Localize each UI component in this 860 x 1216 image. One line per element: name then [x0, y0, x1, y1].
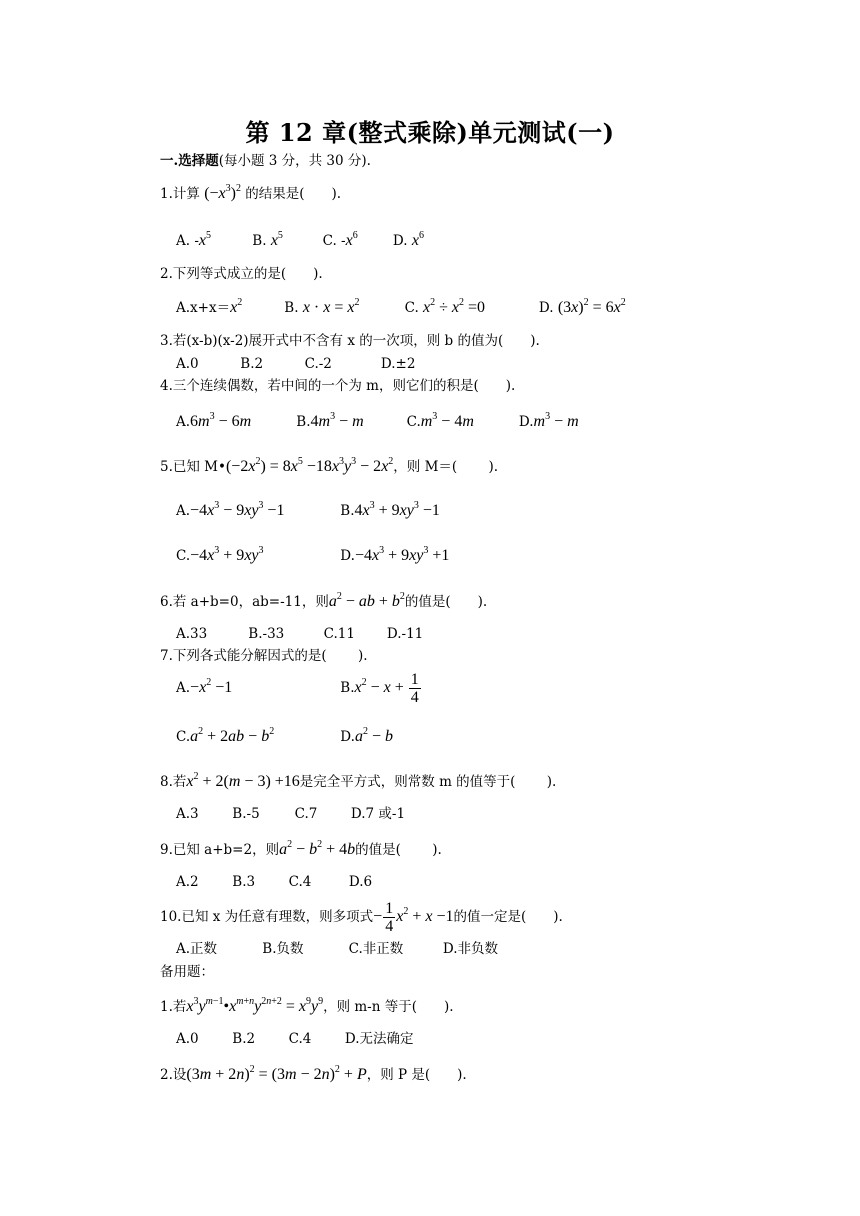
- question-4: 4.三个连续偶数，若中间的一个为 m，则它们的积是( ).: [160, 378, 516, 394]
- option-a: $A.-x^2 -1$: [176, 677, 233, 696]
- option-c: C.非正数: [348, 941, 404, 957]
- option-a: $A.-4x^3 - 9xy^3 -1$: [176, 500, 285, 519]
- option-c: C.-2: [304, 356, 332, 372]
- question-7-options-cd: [176, 727, 393, 746]
- option-b: B.-33: [248, 626, 285, 642]
- option-c: C.7: [294, 806, 318, 822]
- section-note: (每小题 3 分，共 30 分).: [218, 153, 371, 169]
- question-8: [160, 772, 556, 791]
- question-1: [160, 184, 341, 203]
- question-6-suffix: 的值是( ).: [404, 594, 488, 610]
- option-b: B. $x^5$: [252, 230, 283, 249]
- question-5: [160, 457, 498, 476]
- section-header: [160, 153, 371, 169]
- backup-question-2-prefix: 2.设: [160, 1067, 187, 1083]
- option-d: $D.-4x^3 + 9xy^3 +1$: [340, 545, 450, 564]
- question-2-options: [176, 298, 626, 317]
- option-d: $D.a^2 - b$: [340, 726, 393, 745]
- option-a: A.33: [176, 626, 208, 642]
- option-b: $B.4m^3 - m$: [296, 411, 364, 430]
- backup-question-1-expression: $x^3y^{m-1}•x^{m+n}y^{2n+2} = x^9y^9$: [186, 996, 324, 1015]
- backup-question-2: [160, 1065, 467, 1084]
- question-10-options: [176, 941, 498, 957]
- question-1-prefix: 1.计算: [160, 186, 200, 202]
- question-9-suffix: 的值是( ).: [355, 842, 442, 858]
- option-d: D.无法确定: [344, 1031, 414, 1047]
- backup-question-1-prefix: 1.若: [160, 999, 187, 1015]
- option-c: C. $-x^6$: [322, 230, 358, 249]
- option-c: C.4: [288, 1031, 312, 1047]
- option-d: D. $(3x)^2 = 6x^2$: [538, 297, 626, 316]
- question-5-options-ab: [176, 501, 440, 520]
- question-5-prefix: 5.已知 M•: [160, 459, 226, 475]
- question-5-expression: $(-2x^2) = 8x^5 -18x^3y^3 - 2x^2$: [225, 456, 394, 475]
- option-c: $C.a^2 + 2ab - b^2$: [176, 726, 275, 745]
- option-b: $B.4x^3 + 9xy^3 -1$: [340, 500, 440, 519]
- option-a: $A.x+x=x^2$: [176, 297, 243, 316]
- option-d: $D.m^3 - m$: [518, 411, 579, 430]
- option-d: D. $x^6$: [392, 230, 424, 249]
- question-7: 7.下列各式能分解因式的是( ).: [160, 648, 368, 664]
- question-8-options: [176, 806, 405, 822]
- question-3: 3.若(x-b)(x-2)展开式中不含有 x 的一次项，则 b 的值为( ).: [160, 333, 540, 349]
- question-1-suffix: 的结果是( ).: [240, 186, 342, 202]
- question-10-prefix: 10.已知 x 为任意有理数，则多项式: [160, 909, 374, 926]
- option-a: A. $-x^5$: [176, 230, 212, 249]
- option-d: D.6: [348, 874, 373, 890]
- option-a: A.3: [176, 806, 199, 822]
- option-c: C.11: [323, 626, 355, 642]
- question-6-options: [176, 626, 423, 642]
- question-8-expression: $x^2 + 2(m - 3) +16$: [186, 771, 300, 790]
- question-9-prefix: 9.已知 a+b=2，则: [160, 842, 280, 858]
- question-6-expression: $a^2$ − ab + $b^2$: [328, 591, 405, 610]
- option-a: A.0: [176, 1031, 199, 1047]
- question-4-options: [176, 412, 579, 431]
- option-b: B.2: [240, 356, 264, 372]
- page-title: 第 12 章(整式乘除)单元测试(一): [245, 118, 615, 147]
- option-b: B.负数: [262, 941, 304, 957]
- question-10: [160, 900, 563, 935]
- question-9-options: [176, 874, 372, 890]
- question-1-expression: $(-x^3)^2$: [204, 183, 241, 202]
- question-9-expression: $a^2 - b^2 + 4b$: [279, 839, 356, 858]
- section-label: 一.选择题: [160, 153, 219, 169]
- option-b: $B.x^2 - x$ + $\frac{1}{4}$: [340, 671, 419, 706]
- option-a: $A.6m^3 - 6m$: [176, 411, 252, 430]
- backup-question-2-suffix: ，则 P 是( ).: [366, 1067, 467, 1083]
- option-a: A.0: [176, 356, 199, 372]
- option-a: A.2: [176, 874, 199, 890]
- option-d: D.-11: [386, 626, 424, 642]
- question-7-options-ab: [176, 671, 422, 706]
- question-9: [160, 840, 442, 859]
- option-c: $C.m^3 - 4m$: [406, 411, 474, 430]
- question-5-options-cd: [176, 546, 449, 565]
- question-6: [160, 592, 487, 611]
- option-b: B.3: [232, 874, 256, 890]
- option-c: $C.-4x^3 + 9xy^3$: [176, 545, 264, 564]
- option-d: D.非负数: [442, 941, 499, 957]
- option-d: D.±2: [380, 356, 416, 372]
- fraction-one-quarter: $\frac{1}{4}$: [410, 671, 419, 706]
- backup-question-1: [160, 997, 454, 1016]
- question-2: 2.下列等式成立的是( ).: [160, 266, 323, 282]
- question-10-suffix: 的值一定是( ).: [453, 909, 563, 926]
- question-1-options: [176, 231, 424, 250]
- backup-section-label: 备用题：: [160, 964, 214, 980]
- question-6-prefix: 6.若 a+b=0，ab=-11，则: [160, 594, 329, 610]
- question-8-prefix: 8.若: [160, 774, 187, 790]
- option-c: C.4: [288, 874, 312, 890]
- option-b: B. $x \cdot x = x^2$: [284, 297, 360, 316]
- question-3-options: [176, 356, 415, 372]
- question-5-suffix: ，则 M＝( ).: [393, 459, 499, 475]
- option-d: D.7 或-1: [350, 806, 406, 822]
- question-8-suffix: 是完全平方式，则常数 m 的值等于( ).: [299, 774, 557, 790]
- backup-question-2-expression: $(3m + 2n)^2 = (3m - 2n)^2 + P$: [186, 1064, 367, 1083]
- option-b: B.-5: [232, 806, 260, 822]
- option-b: B.2: [232, 1031, 256, 1047]
- option-a: A.正数: [176, 941, 218, 957]
- backup-question-1-options: [176, 1031, 414, 1047]
- option-c: C. $x^2 \div x^2 =0$: [404, 297, 486, 316]
- backup-question-1-suffix: ，则 m-n 等于( ).: [323, 999, 454, 1015]
- question-10-expression: − $\frac{1}{4}$ $x^2 + x -1$: [373, 900, 454, 935]
